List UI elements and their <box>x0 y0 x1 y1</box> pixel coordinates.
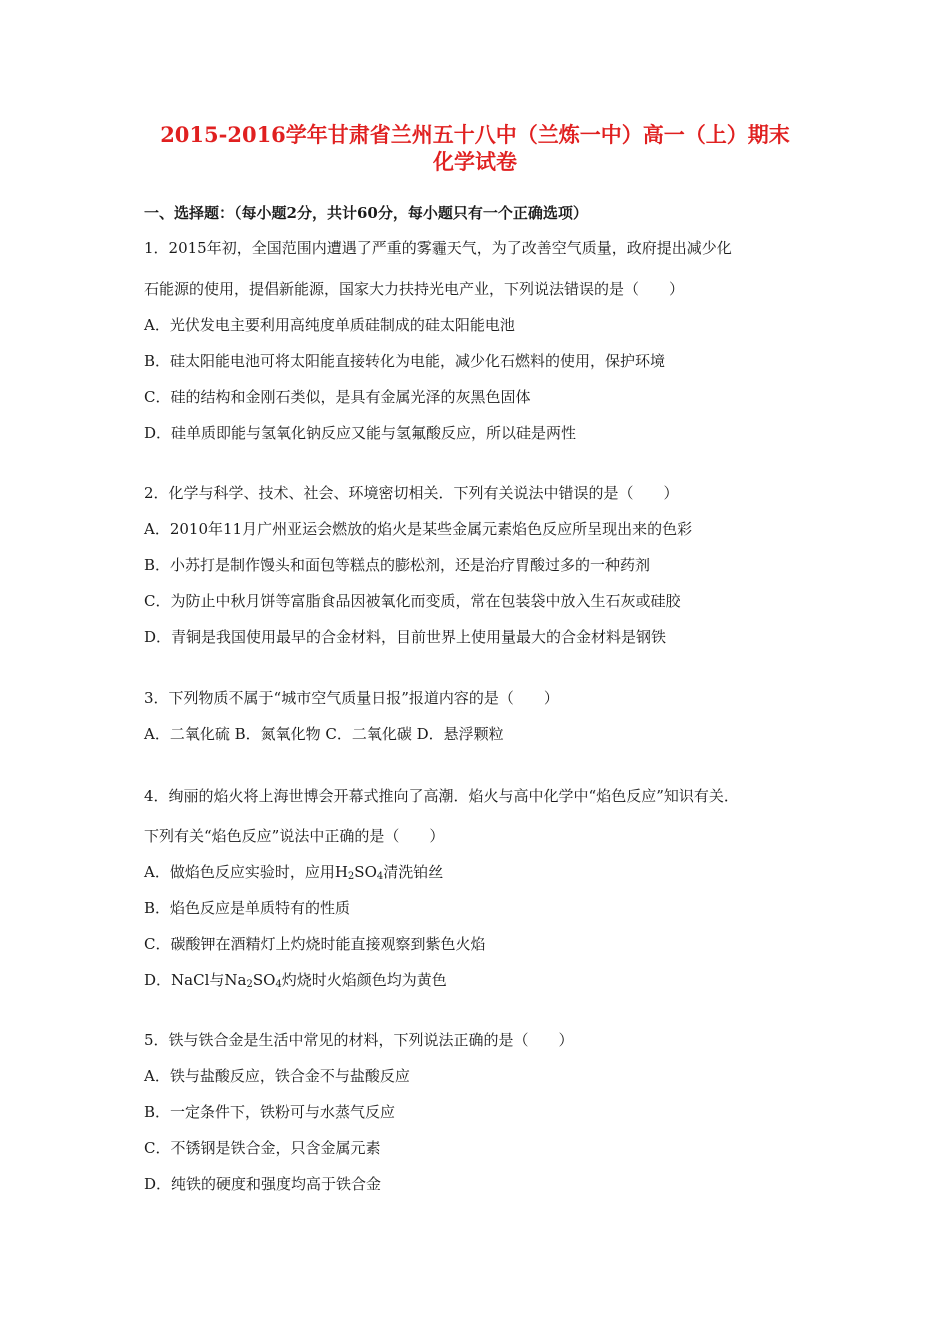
question-2-option-b: B．小苏打是制作馒头和面包等糕点的膨松剂，还是治疗胃酸过多的一种药剂 <box>144 556 651 574</box>
option-d-text-after: 灼烧时火焰颜色均为黄色 <box>281 971 447 989</box>
question-5-option-c: C．不锈钢是铁合金，只含金属元素 <box>144 1139 381 1157</box>
section-header: 一、选择题：（每小题2分，共计60分，每小题只有一个正确选项） <box>144 204 588 222</box>
option-d-text-before: D．NaCl与Na <box>144 971 247 989</box>
question-1-stem-line-2: 石能源的使用，提倡新能源，国家大力扶持光电产业，下列说法错误的是（ ） <box>144 280 685 298</box>
option-a-subscript-1: 2 <box>347 871 355 882</box>
question-4-option-d <box>144 970 447 990</box>
question-2-option-a: A．2010年11月广州亚运会燃放的焰火是某些金属元素焰色反应所呈现出来的色彩 <box>144 520 693 538</box>
question-2-option-c: C．为防止中秋月饼等富脂食品因被氧化而变质，常在包装袋中放入生石灰或硅胶 <box>144 592 681 610</box>
exam-title-line-2: 化学试卷 <box>433 149 517 174</box>
question-1-stem-line-1: 1．2015年初，全国范围内遭遇了严重的雾霾天气，为了改善空气质量，政府提出减少化 <box>144 239 732 257</box>
question-5-option-a: A．铁与盐酸反应，铁合金不与盐酸反应 <box>144 1067 410 1085</box>
question-4-option-c: C．碳酸钾在酒精灯上灼烧时能直接观察到紫色火焰 <box>144 935 486 953</box>
question-3-options: A．二氧化硫 B．氮氧化物 C．二氧化碳 D．悬浮颗粒 <box>144 725 504 743</box>
question-4-option-b: B．焰色反应是单质特有的性质 <box>144 899 351 917</box>
question-4-stem-line-1: 4．绚丽的焰火将上海世博会开幕式推向了高潮．焰火与高中化学中“焰色反应”知识有关． <box>144 787 739 805</box>
option-d-subscript-2: 4 <box>275 979 282 990</box>
option-a-subscript-2: 4 <box>376 871 384 882</box>
question-1-option-a: A．光伏发电主要利用高纯度单质硅制成的硅太阳能电池 <box>144 316 515 334</box>
question-4-option-a <box>144 862 443 882</box>
option-a-text-after: 清洗铂丝 <box>383 863 444 881</box>
option-a-text-before: A．做焰色反应实验时，应用H <box>144 863 348 881</box>
question-1-option-b: B．硅太阳能电池可将太阳能直接转化为电能，减少化石燃料的使用，保护环境 <box>144 352 666 370</box>
question-2-stem: 2．化学与科学、技术、社会、环境密切相关．下列有关说法中错误的是（ ） <box>144 484 679 502</box>
question-5-option-b: B．一定条件下，铁粉可与水蒸气反应 <box>144 1103 396 1121</box>
exam-title-line-1: 2015-2016学年甘肃省兰州五十八中（兰炼一中）高一（上）期末 <box>160 122 790 147</box>
question-1-option-d: D．硅单质即能与氢氧化钠反应又能与氢氟酸反应，所以硅是两性 <box>144 424 577 442</box>
option-a-text-mid: SO <box>354 863 377 881</box>
question-3-stem: 3．下列物质不属于“城市空气质量日报”报道内容的是（ ） <box>144 689 559 707</box>
question-4-stem-line-2: 下列有关“焰色反应”说法中正确的是（ ） <box>144 827 445 845</box>
option-d-subscript-1: 2 <box>246 979 253 990</box>
question-5-option-d: D．纯铁的硬度和强度均高于铁合金 <box>144 1175 382 1193</box>
question-2-option-d: D．青铜是我国使用最早的合金材料，目前世界上使用量最大的合金材料是钢铁 <box>144 628 667 646</box>
question-5-stem: 5．铁与铁合金是生活中常见的材料，下列说法正确的是（ ） <box>144 1031 574 1049</box>
question-1-option-c: C．硅的结构和金刚石类似，是具有金属光泽的灰黑色固体 <box>144 388 531 406</box>
option-d-text-mid: SO <box>252 971 276 989</box>
